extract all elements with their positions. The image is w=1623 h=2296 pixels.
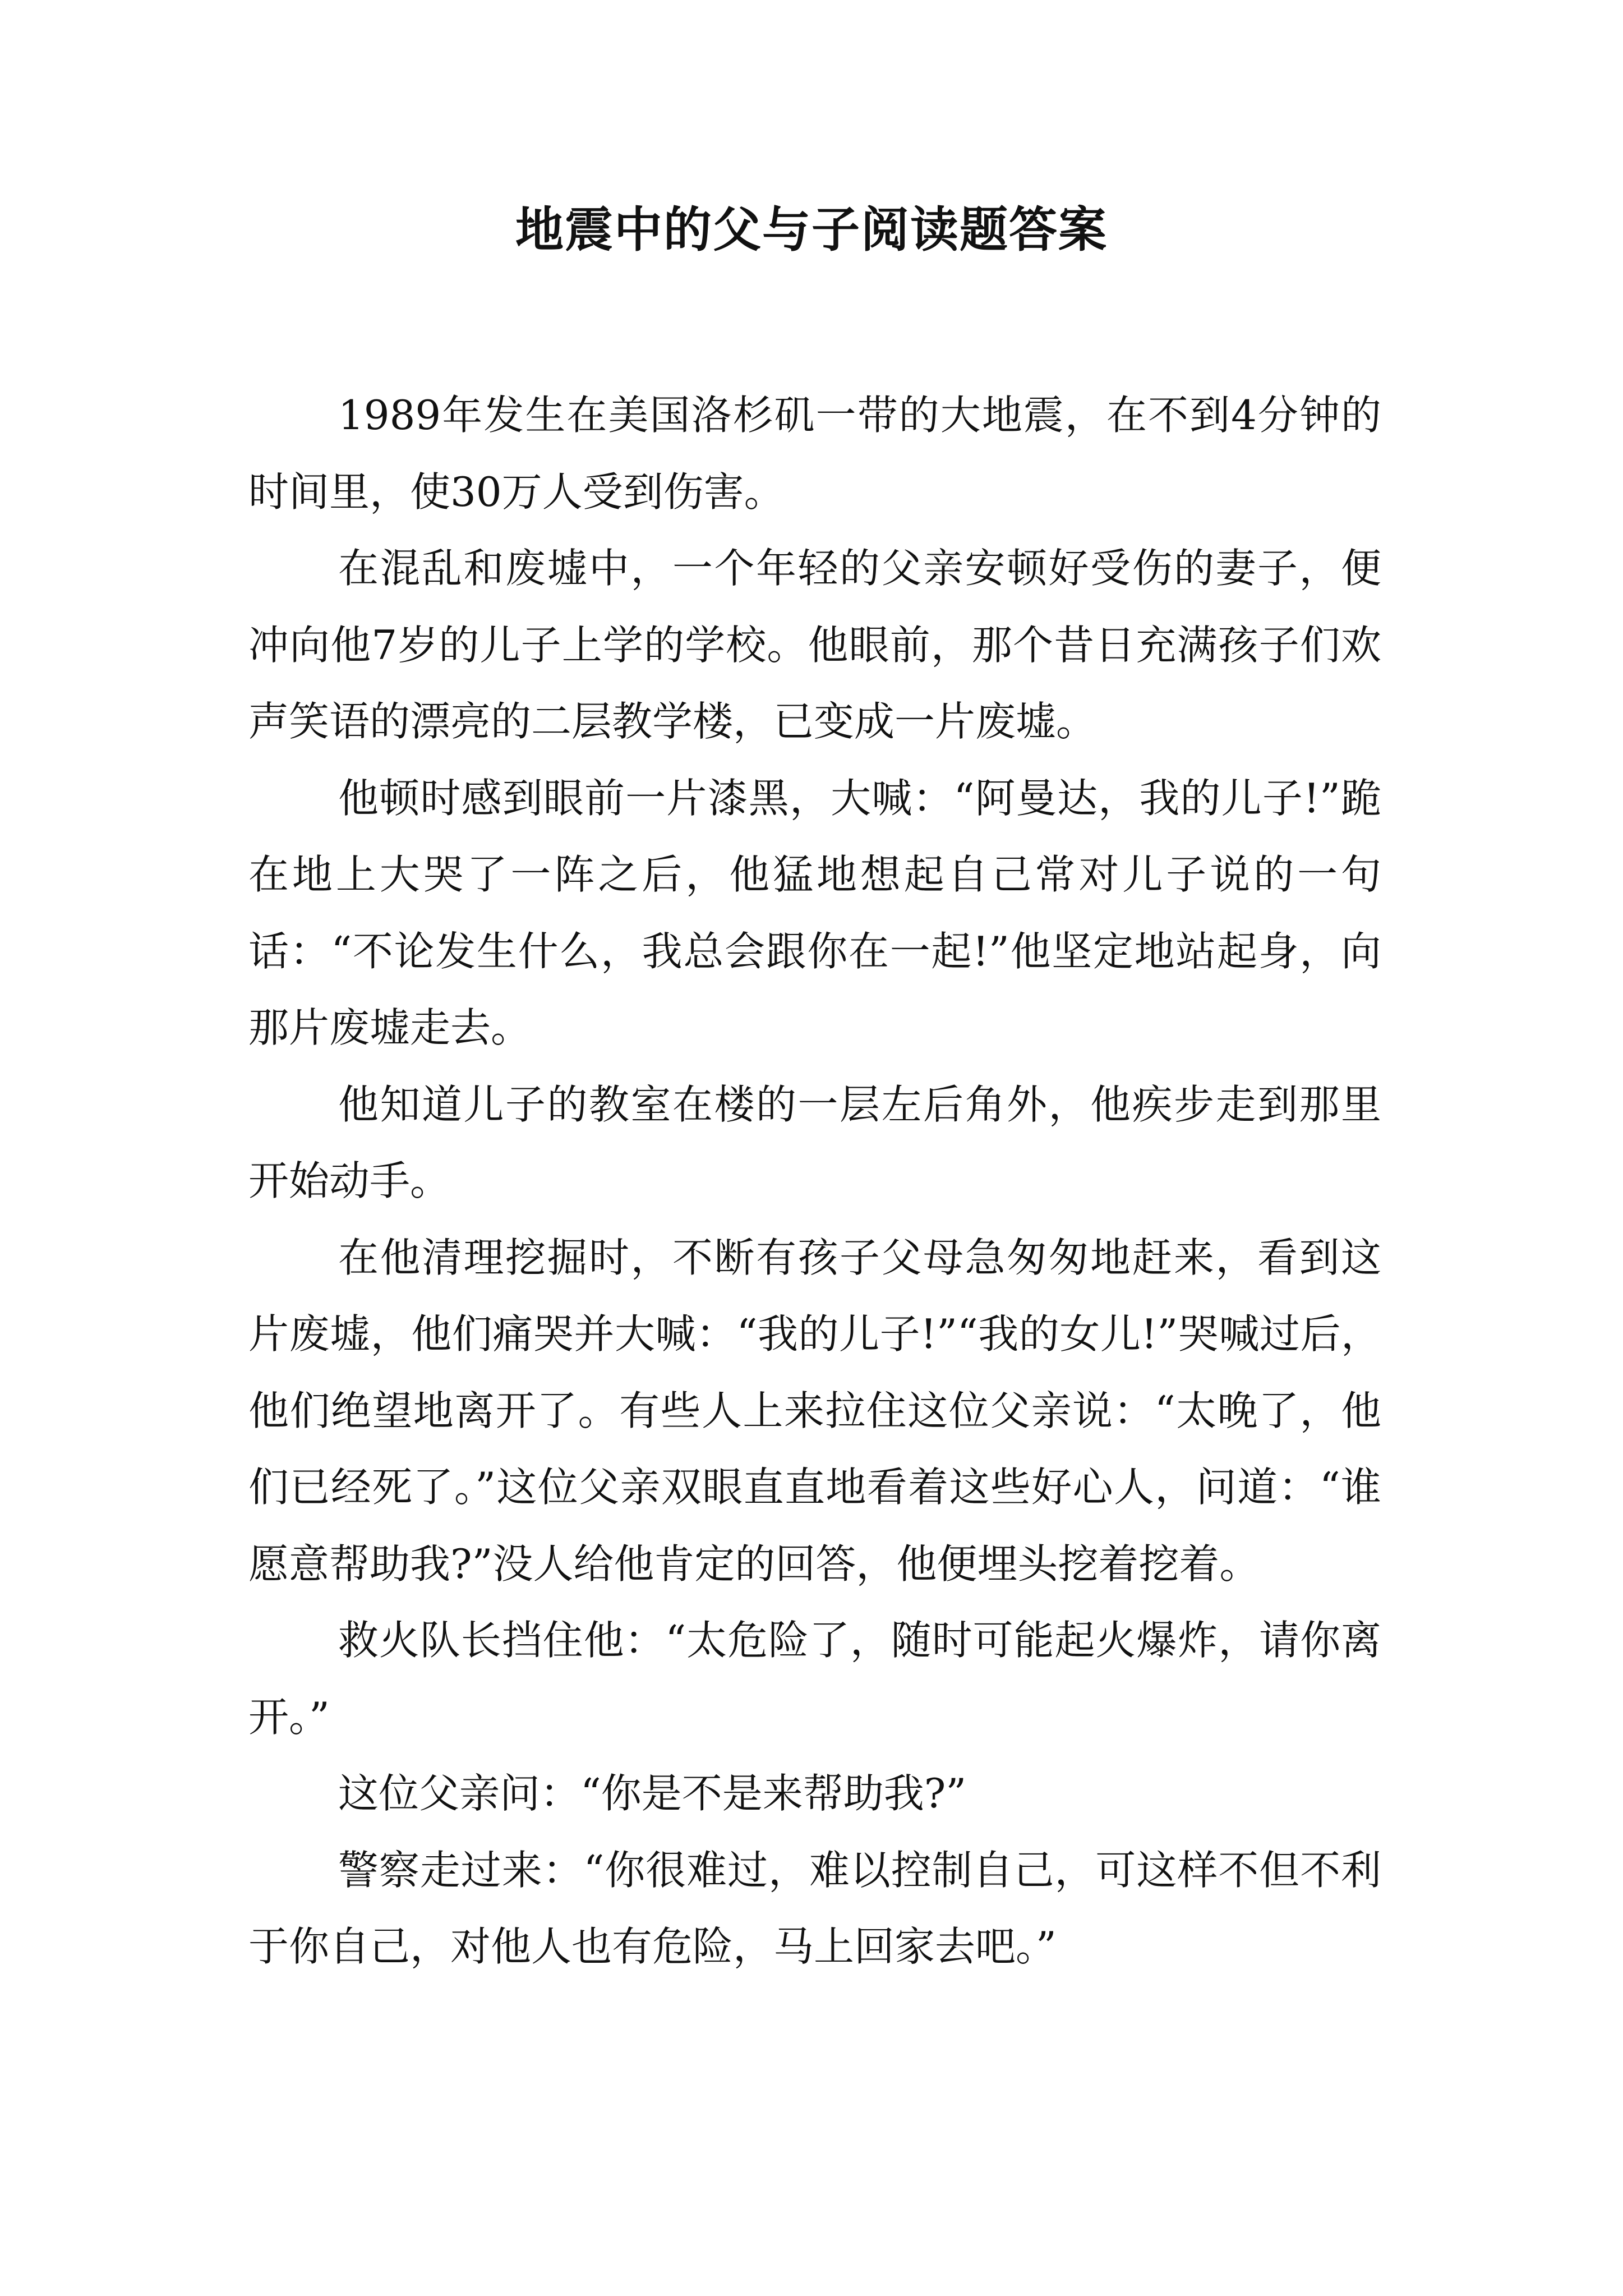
- document-title: 地震中的父与子阅读题答案: [515, 201, 1108, 258]
- paragraph: 他知道儿子的教室在楼的一层左后角外，他疾步走到那里开始动手。: [248, 1080, 1381, 1204]
- paragraph: 警察走过来：“你很难过，难以控制自己，可这样不但不利于你自己，对他人也有危险，马上回家去吧。”: [248, 1846, 1381, 1970]
- paragraph: 在他清理挖掘时，不断有孩子父母急匆匆地赶来，看到这片废墟，他们痛哭并大喊：“我的儿子!”“我的女儿!”哭喊过后，他们绝望地离开了。有些人上来拉住这位父亲说：“太晚了，他们已经死了。”这位父亲双眼直直地看着这些好心人，问道：“谁愿意帮助我?”没人给他肯定的回答，他便埋头挖着挖着。: [248, 1234, 1381, 1588]
- paragraph: 救火队长挡住他：“太危险了，随时可能起火爆炸，请你离开。”: [248, 1617, 1381, 1741]
- paragraph: 1989年发生在美国洛杉矶一带的大地震，在不到4分钟的时间里，使30万人受到伤害。: [248, 392, 1381, 516]
- paragraph: 他顿时感到眼前一片漆黑，大喊：“阿曼达，我的儿子!”跪在地上大哭了一阵之后，他猛地想起自己常对儿子说的一句话：“不论发生什么，我总会跟你在一起!”他坚定地站起身，向那片废墟走去。: [248, 774, 1381, 1051]
- paragraph: 在混乱和废墟中，一个年轻的父亲安顿好受伤的妻子，便冲向他7岁的儿子上学的学校。他眼前，那个昔日充满孩子们欢声笑语的漂亮的二层教学楼，已变成一片废墟。: [248, 545, 1381, 745]
- document-body: [248, 377, 1381, 1985]
- paragraph: 这位父亲问：“你是不是来帮助我?”: [338, 1770, 967, 1817]
